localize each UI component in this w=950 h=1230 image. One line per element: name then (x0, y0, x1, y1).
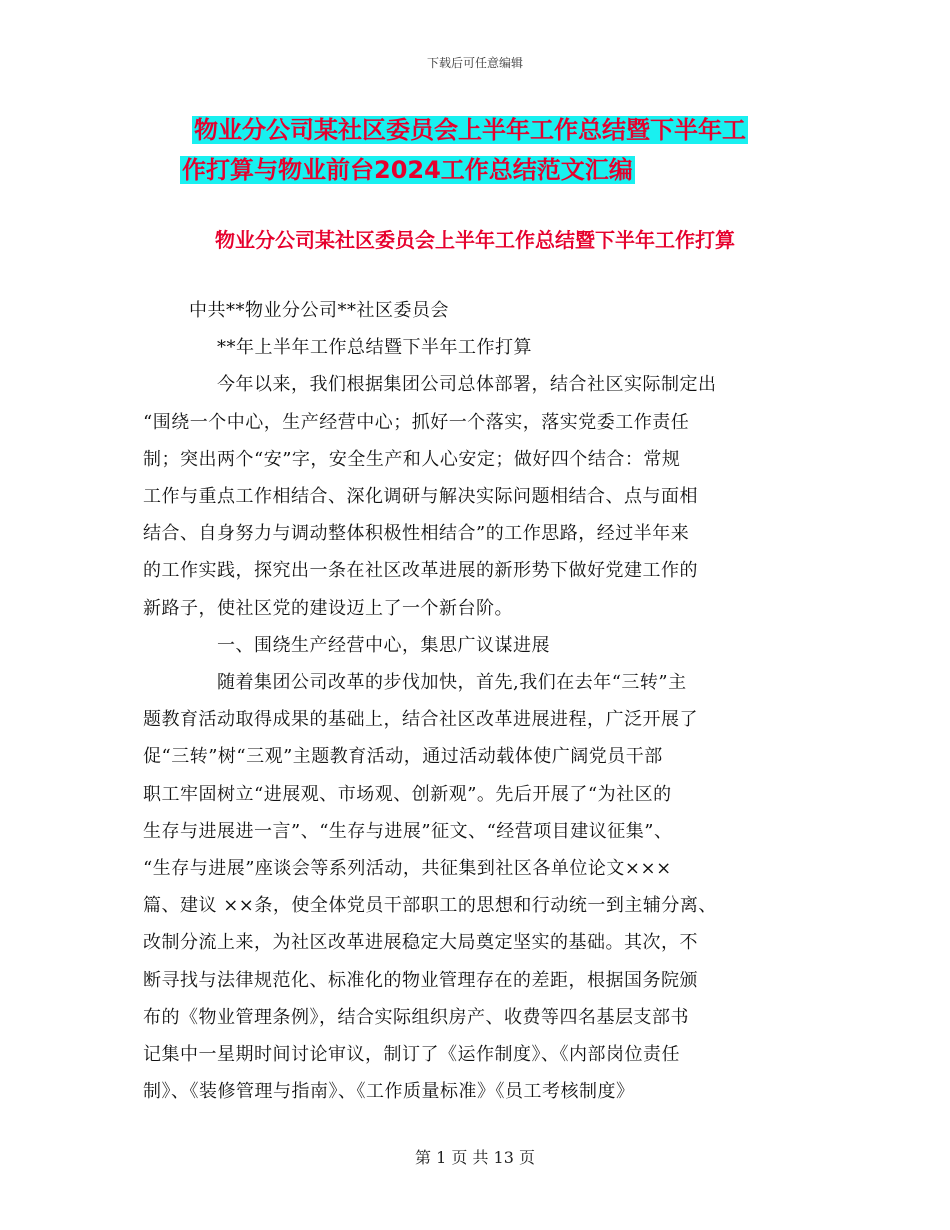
text-line: 工作与重点工作相结合、深化调研与解决实际问题相结合、点与面相 (143, 486, 698, 508)
text-line: 制；突出两个“安”字，安全生产和人心安定；做好四个结合：常规 (143, 448, 681, 470)
text-line: 篇、建议 ××条，使全体党员干部职工的思想和行动统一到主辅分离、 (143, 895, 717, 917)
section-heading-1: 一、围绕生产经营中心，集思广议谋进展 (217, 634, 550, 656)
text-line: 职工牢固树立“进展观、市场观、创新观”。先后开展了“为社区的 (143, 783, 672, 805)
text-line: 今年以来，我们根据集团公司总体部署，结合社区实际制定出 (217, 374, 717, 396)
text-line: 制》、《装修管理与指南》、《工作质量标准》《员工考核制度》 (143, 1081, 635, 1103)
text-line: “生存与进展”座谈会等系列活动，共征集到社区各单位论文××× (143, 858, 672, 880)
paragraph-2 (143, 664, 823, 1110)
paragraph-1 (143, 366, 823, 626)
main-title-line-2: 作打算与物业前台2024工作总结范文汇编 (182, 156, 633, 184)
text-line: 新路子，使社区党的建设迈上了一个新台阶。 (143, 597, 513, 619)
header-note: 下载后可任意编辑 (426, 56, 523, 70)
text-line: 促“三转”树“三观”主题教育活动，通过活动载体使广阔党员干部 (143, 746, 663, 768)
doc-subtitle: **年上半年工作总结暨下半年工作打算 (217, 337, 532, 359)
section-title: 物业分公司某社区委员会上半年工作总结暨下半年工作打算 (215, 228, 735, 252)
text-line: 断寻找与法律规范化、标准化的物业管理存在的差距，根据国务院颁 (143, 969, 698, 991)
text-line: 结合、自身努力与调动整体积极性相结合”的工作思路，经过半年来 (143, 523, 690, 545)
text-line: 改制分流上来，为社区改革进展稳定大局奠定坚实的基础。其次，不 (143, 932, 698, 954)
main-title-line-1: 物业分公司某社区委员会上半年工作总结暨下半年工 (194, 116, 746, 144)
text-line: 随着集团公司改革的步伐加快，首先,我们在去年“三转”主 (217, 672, 687, 694)
page-number: 第 1 页 共 13 页 (415, 1148, 535, 1167)
text-line: 生存与进展进一言”、“生存与进展”征文、“经营项目建议征集”、 (143, 820, 673, 842)
org-line: 中共**物业分公司**社区委员会 (189, 300, 449, 321)
main-title (140, 110, 840, 190)
text-line: 布的《物业管理条例》，结合实际组织房产、收费等四名基层支部书 (143, 1006, 689, 1028)
text-line: 的工作实践，探究出一条在社区改革进展的新形势下做好党建工作的 (143, 560, 698, 582)
text-line: 题教育活动取得成果的基础上，结合社区改革进展进程，广泛开展了 (143, 709, 698, 731)
document-body (143, 292, 823, 1110)
text-line: “围绕一个中心，生产经营中心；抓好一个落实，落实党委工作责任 (143, 411, 690, 433)
text-line: 记集中一星期时间讨论审议，制订了《运作制度》、《内部岗位责任 (143, 1044, 680, 1066)
